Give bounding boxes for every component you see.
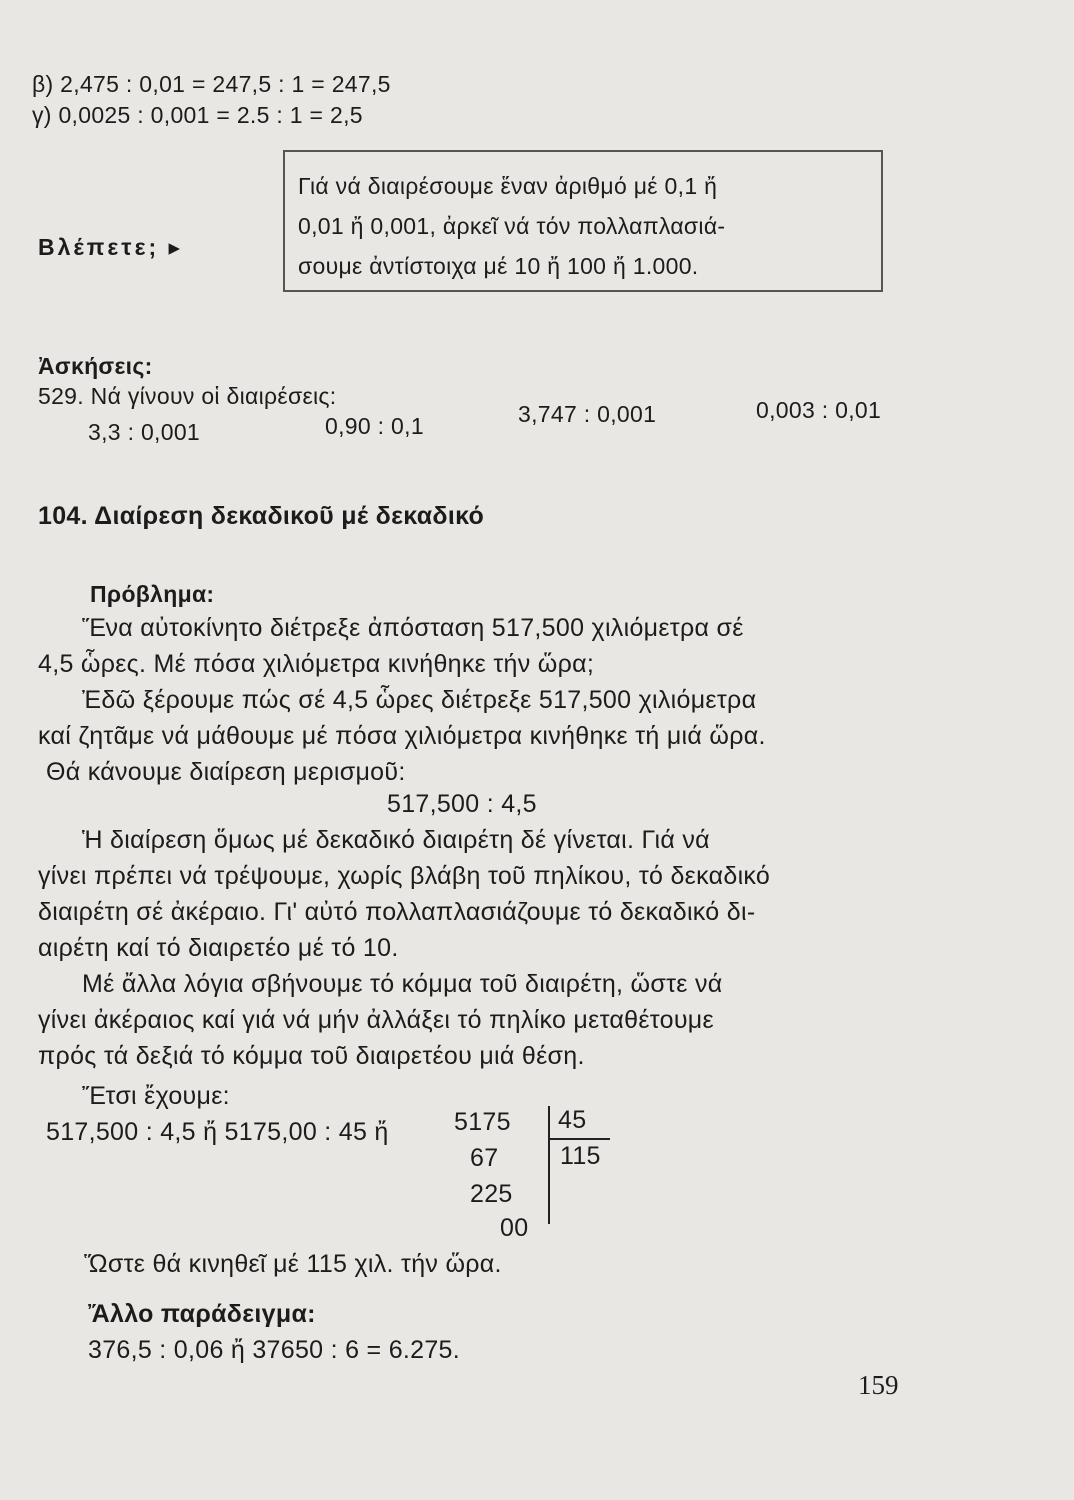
paragraph-line: Θά κάνουμε διαίρεση μερισμοῦ: xyxy=(46,758,406,786)
division-quotient: 115 xyxy=(560,1142,601,1170)
other-example-label: Ἄλλο παράδειγμα: xyxy=(88,1300,316,1328)
paragraph-line: αιρέτη καί τό διαιρετέο μέ τό 10. xyxy=(38,934,399,962)
equation-b: β) 2,475 : 0,01 = 247,5 : 1 = 247,5 xyxy=(32,71,391,97)
exercise-prompt: 529. Νά γίνουν οἱ διαιρέσεις: xyxy=(38,383,337,409)
exercises-heading: Ἀσκήσεις: xyxy=(38,353,153,379)
paragraph-line: Ἐδῶ ξέρουμε πώς σέ 4,5 ὧρες διέτρεξε 517,500 χιλιόμετρα xyxy=(82,686,757,714)
division-horizontal-rule xyxy=(550,1138,610,1140)
problem-label: Πρόβλημα: xyxy=(90,581,215,607)
division-step: 225 xyxy=(470,1180,513,1208)
equation-c: γ) 0,0025 : 0,001 = 2.5 : 1 = 2,5 xyxy=(32,102,363,128)
arrow-icon: ▸ xyxy=(168,234,184,260)
division-divisor: 45 xyxy=(558,1106,587,1134)
page-number: 159 xyxy=(858,1370,899,1400)
rule-line-1: Γιά νά διαιρέσουμε ἕναν ἀριθμό μέ 0,1 ἤ xyxy=(298,173,718,199)
paragraph-line: διαιρέτη σέ ἀκέραιο. Γι' αὐτό πολλαπλασιάζουμε τό δεκαδικό δι- xyxy=(38,898,756,926)
paragraph-line: 4,5 ὧρες. Μέ πόσα χιλιόμετρα κινήθηκε τήν ὥρα; xyxy=(38,650,595,678)
paragraph-line: Ἡ διαίρεση ὅμως μέ δεκαδικό διαιρέτη δέ γίνεται. Γιά νά xyxy=(82,826,710,854)
paragraph-line: καί ζητᾶμε νά μάθουμε μέ πόσα χιλιόμετρα κινήθηκε τή μιά ὥρα. xyxy=(38,722,766,750)
paragraph-line: Μέ ἄλλα λόγια σβήνουμε τό κόμμα τοῦ διαιρέτη, ὥστε νά xyxy=(82,970,723,998)
exercise-item: 0,90 : 0,1 xyxy=(325,413,424,439)
division-vertical-rule xyxy=(548,1106,550,1224)
paragraph-line: πρός τά δεξιά τό κόμμα τοῦ διαιρετέου μιά θέση. xyxy=(38,1042,585,1070)
paragraph-line: γίνει πρέπει νά τρέψουμε, χωρίς βλάβη τοῦ πηλίκου, τό δεκαδικό xyxy=(38,862,771,890)
paragraph-line: γίνει ἀκέραιος καί γιά νά μήν ἀλλάξει τό πηλίκο μεταθέτουμε xyxy=(38,1006,714,1034)
equation-line: 376,5 : 0,06 ἤ 37650 : 6 = 6.275. xyxy=(88,1336,461,1364)
paragraph-line: Ἕνα αὐτοκίνητο διέτρεξε ἀπόσταση 517,500 χιλιόμετρα σέ xyxy=(82,614,744,642)
section-title: 104. Διαίρεση δεκαδικοῦ μέ δεκαδικό xyxy=(38,502,485,530)
see-label xyxy=(38,233,183,261)
rule-line-2: 0,01 ἤ 0,001, ἀρκεῖ νά τόν πολλαπλασιά- xyxy=(298,213,726,239)
exercise-item: 0,003 : 0,01 xyxy=(756,397,882,423)
division-step: 67 xyxy=(470,1144,499,1172)
equation-line: 517,500 : 4,5 ἤ 5175,00 : 45 ἤ xyxy=(46,1118,389,1146)
division-remainder: 00 xyxy=(500,1214,529,1242)
see-label-text: Βλέπετε; xyxy=(38,234,160,260)
rule-line-3: σουμε ἀντίστοιχα μέ 10 ἤ 100 ἤ 1.000. xyxy=(298,253,699,279)
result-line: Ὥστε θά κινηθεῖ μέ 115 χιλ. τήν ὥρα. xyxy=(84,1250,502,1278)
exercise-item: 3,747 : 0,001 xyxy=(518,401,657,427)
paragraph-line: Ἔτσι ἔχουμε: xyxy=(82,1082,230,1110)
division-dividend: 5175 xyxy=(454,1108,511,1136)
exercise-item: 3,3 : 0,001 xyxy=(88,419,200,445)
equation-line: 517,500 : 4,5 xyxy=(387,790,537,818)
